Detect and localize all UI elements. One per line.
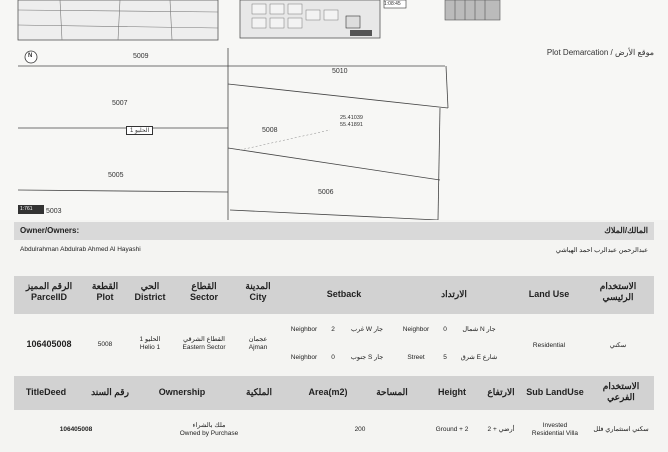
parcel-table-row bbox=[14, 316, 654, 372]
map-tag-top: 1:08:45 bbox=[384, 1, 401, 7]
owner-header-bar bbox=[14, 222, 654, 240]
col-sublanduse-en: Sub LandUse bbox=[526, 387, 584, 397]
parcel-table-header bbox=[14, 276, 654, 314]
district-tag: الحليو 1 bbox=[126, 126, 153, 135]
cell-sublanduse-en-line1: Invested bbox=[542, 422, 568, 429]
col-setback-ar: الارتداد bbox=[441, 289, 467, 299]
owner-row bbox=[14, 243, 654, 257]
cell-sublanduse-ar: سكني استثماري فلل bbox=[593, 426, 649, 433]
col-plot-en: Plot bbox=[96, 292, 114, 302]
plot-label-5008: 5008 bbox=[262, 127, 278, 134]
setback-4-value: 5 bbox=[443, 354, 447, 361]
col-city-ar: المدينة bbox=[245, 281, 271, 291]
cell-city-en: Ajman bbox=[248, 344, 268, 351]
col-setback-en: Setback bbox=[326, 289, 362, 299]
setback-3-value: 0 bbox=[331, 354, 335, 361]
col-sector-ar: القطاع bbox=[191, 281, 217, 291]
plot-demarcation-title: Plot Demarcation / موقع الأرض bbox=[546, 48, 654, 57]
owner-header-en: Owner/Owners: bbox=[20, 226, 80, 235]
col-landuse-ar-line2: الرئيسي bbox=[602, 292, 634, 302]
col-landuse-ar bbox=[586, 281, 650, 303]
setback-1-direction: غرب W جار bbox=[351, 326, 383, 333]
col-ownership-ar: الملكية bbox=[246, 387, 272, 397]
cell-district-ar: الحليو 1 bbox=[139, 336, 161, 343]
col-district-ar: الحي bbox=[140, 281, 160, 291]
col-plot-ar: القطعة bbox=[91, 281, 119, 291]
col-parcel-id bbox=[14, 281, 84, 303]
setback-2-label: Neighbor bbox=[402, 326, 430, 333]
coord-north: 25.41039 bbox=[340, 115, 363, 121]
setback-1-label: Neighbor bbox=[290, 326, 318, 333]
cell-ownership-ar: ملك بالشراء bbox=[192, 422, 226, 429]
plot-label-5009: 5009 bbox=[133, 53, 149, 60]
col-titledeed-en: TitleDeed bbox=[25, 387, 67, 397]
cell-district bbox=[128, 336, 172, 352]
plot-label-5007: 5007 bbox=[112, 100, 128, 107]
col-height-ar: الارتفاع bbox=[487, 387, 515, 397]
cell-city-ar: عجمان bbox=[248, 336, 268, 343]
map-drawing bbox=[0, 0, 668, 220]
owner-header-ar: المالك/الملاك bbox=[604, 226, 648, 235]
plot-label-5010: 5010 bbox=[332, 68, 348, 75]
col-district-en: District bbox=[134, 292, 166, 302]
cell-sublanduse-en bbox=[520, 422, 590, 438]
col-landuse-en: Land Use bbox=[528, 289, 570, 299]
cell-area: 200 bbox=[354, 426, 366, 433]
owner-name-ar: عبدالرحمن عبدالرب احمد الهياشي bbox=[555, 247, 648, 254]
col-parcel-id-ar: الرقم المميز bbox=[25, 281, 73, 291]
col-city-en: City bbox=[249, 292, 267, 302]
cell-landuse-ar: سكني bbox=[609, 342, 627, 349]
map-scale: 1:761 bbox=[20, 206, 33, 212]
setback-3-direction: جنوب S جار bbox=[350, 354, 384, 361]
col-sector bbox=[182, 281, 226, 303]
deed-table-row bbox=[14, 412, 654, 450]
cell-sublanduse-en-line2: Residential Villa bbox=[531, 430, 579, 437]
deed-table-header bbox=[14, 376, 654, 410]
setback-2-direction: شمال N جار bbox=[462, 326, 496, 333]
coord-east: 55.41891 bbox=[340, 122, 363, 128]
plot-map bbox=[0, 0, 668, 220]
plot-label-5003: 5003 bbox=[46, 208, 62, 215]
col-parcel-id-en: ParcelID bbox=[30, 292, 68, 302]
col-district bbox=[128, 281, 172, 303]
setback-3-label: Neighbor bbox=[290, 354, 318, 361]
setback-1-value: 2 bbox=[331, 326, 335, 333]
col-height-en: Height bbox=[438, 387, 466, 397]
setback-4-label: Street bbox=[407, 354, 425, 361]
north-arrow-label: N bbox=[28, 53, 33, 59]
cell-sector-en: Eastern Sector bbox=[182, 344, 226, 351]
cell-ownership-en: Owned by Purchase bbox=[179, 430, 239, 437]
col-sublanduse-ar-line2: الفرعي bbox=[607, 392, 635, 402]
cell-city bbox=[236, 336, 280, 352]
col-area-en: Area(m2) bbox=[308, 387, 348, 397]
cell-plot: 5008 bbox=[97, 341, 113, 348]
cell-sector-ar: القطاع الشرقي bbox=[183, 336, 225, 343]
cell-parcel-id: 106405008 bbox=[26, 339, 72, 349]
col-plot bbox=[84, 281, 126, 303]
cell-landuse-en: Residential bbox=[532, 342, 566, 349]
owner-name-en: Abdulrahman Abdulrab Ahmed Al Hayashi bbox=[20, 246, 141, 253]
plot-label-5006: 5006 bbox=[318, 189, 334, 196]
col-sector-en: Sector bbox=[189, 292, 218, 302]
plot-label-5005: 5005 bbox=[108, 172, 124, 179]
col-titledeed-ar: رقم السند bbox=[91, 387, 129, 397]
cell-district-en: Helio 1 bbox=[139, 344, 161, 351]
col-area-ar: المساحة bbox=[376, 387, 408, 397]
cell-titledeed: 106405008 bbox=[59, 426, 93, 433]
cell-ownership bbox=[144, 422, 274, 438]
cell-sector bbox=[174, 336, 234, 352]
col-landuse-ar-line1: الاستخدام bbox=[599, 281, 637, 291]
setback-4-direction: شرق E شارع bbox=[460, 354, 498, 361]
cell-height-ar: أرضي + 2 bbox=[487, 426, 515, 433]
col-ownership-en: Ownership bbox=[158, 387, 206, 397]
col-sublanduse-ar bbox=[590, 381, 652, 403]
setback-2-value: 0 bbox=[443, 326, 447, 333]
cell-height-en: Ground + 2 bbox=[435, 426, 469, 433]
col-city bbox=[236, 281, 280, 303]
col-sublanduse-ar-line1: الاستخدام bbox=[602, 381, 640, 391]
